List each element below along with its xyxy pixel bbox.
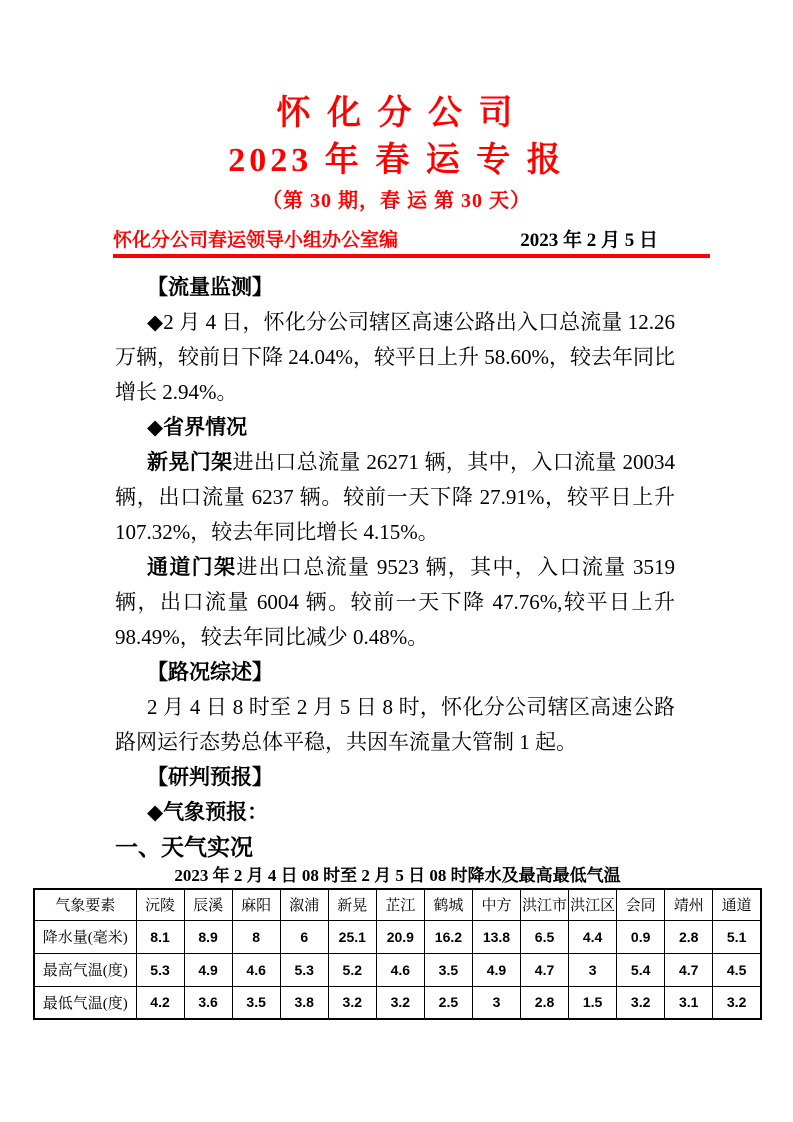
- value-cell: 5.4: [617, 953, 665, 986]
- value-cell: 4.5: [713, 953, 761, 986]
- value-cell: 4.9: [472, 953, 520, 986]
- value-cell: 3.6: [184, 986, 232, 1019]
- value-cell: 3: [472, 986, 520, 1019]
- station-header-cell: 鹤城: [424, 889, 472, 920]
- station-header-cell: 靖州: [665, 889, 713, 920]
- paragraph-total-flow: ◆2 月 4 日，怀化分公司辖区高速公路出入口总流量 12.26 万辆，较前日下降 24.04%，较平日上升 58.60%，较去年同比增长 2.94%。: [115, 310, 675, 404]
- value-cell: 5.2: [328, 953, 376, 986]
- value-cell: 4.7: [521, 953, 569, 986]
- byline-editor: 怀化分公司春运领导小组办公室编: [113, 230, 399, 251]
- doc-title-line1: 怀 化 分 公 司: [276, 95, 517, 132]
- masthead: [0, 0, 793, 258]
- station-header-cell: 新晃: [328, 889, 376, 920]
- value-cell: 5.3: [280, 953, 328, 986]
- value-cell: 3.2: [713, 986, 761, 1019]
- paragraph-xinhuang-gantry: [115, 445, 675, 550]
- station-header-cell: 麻阳: [232, 889, 280, 920]
- heading-provincial-border: ◆省界情况: [147, 415, 248, 439]
- doc-title-line2: 2023 年 春 运 专 报: [228, 142, 565, 179]
- paragraph-road-conditions: 2 月 4 日 8 时至 2 月 5 日 8 时，怀化分公司辖区高速公路路网运行态势总体平稳，共因车流量大管制 1 起。: [115, 695, 675, 754]
- table-row: [34, 986, 761, 1019]
- value-cell: 2.8: [665, 920, 713, 953]
- value-cell: 5.3: [136, 953, 184, 986]
- value-cell: 20.9: [376, 920, 424, 953]
- row-label-cell: 降水量(毫米): [34, 920, 136, 953]
- weather-table-title: 2023 年 2 月 4 日 08 时至 2 月 5 日 08 时降水及最高最低气温: [174, 866, 621, 885]
- value-cell: 4.6: [376, 953, 424, 986]
- subheading-weather-forecast: ◆气象预报：: [147, 800, 269, 824]
- row-label-cell: 最低气温(度): [34, 986, 136, 1019]
- report-body: [115, 270, 675, 864]
- xinhuang-gantry-text: 进出口总流量 26271 辆，其中，入口流量 20034 辆，出口流量 6237 辆。较前一天下降 27.91%，较平日上升 107.32%，较去年同比增长 4.15%。: [115, 450, 675, 544]
- xinhuang-gantry-lead: 新晃门架: [147, 450, 233, 474]
- value-cell: 4.6: [232, 953, 280, 986]
- byline-date: 2023 年 2 月 5 日: [520, 230, 658, 251]
- header-divider-rule: [113, 254, 710, 258]
- heading-forecast: 【研判预报】: [147, 765, 273, 789]
- byline-row: [113, 228, 710, 254]
- value-cell: 6: [280, 920, 328, 953]
- value-cell: 8: [232, 920, 280, 953]
- value-cell: 1.5: [569, 986, 617, 1019]
- section-weather-actuals: 一、天气实况: [115, 835, 253, 860]
- value-cell: 16.2: [424, 920, 472, 953]
- station-header-cell: 中方: [472, 889, 520, 920]
- value-cell: 3.5: [232, 986, 280, 1019]
- value-cell: 3.2: [376, 986, 424, 1019]
- value-cell: 4.7: [665, 953, 713, 986]
- value-cell: 3.2: [328, 986, 376, 1019]
- station-header-cell: 沅陵: [136, 889, 184, 920]
- station-header-cell: 洪江区: [569, 889, 617, 920]
- value-cell: 3.5: [424, 953, 472, 986]
- paragraph-tongdao-gantry: [115, 550, 675, 655]
- issue-number-line: （第 30 期，春 运 第 30 天）: [262, 190, 531, 212]
- value-cell: 13.8: [472, 920, 520, 953]
- value-cell: 3.2: [617, 986, 665, 1019]
- value-cell: 4.4: [569, 920, 617, 953]
- value-cell: 2.8: [521, 986, 569, 1019]
- table-row: [34, 920, 761, 953]
- value-cell: 25.1: [328, 920, 376, 953]
- value-cell: 8.9: [184, 920, 232, 953]
- value-cell: 6.5: [521, 920, 569, 953]
- heading-flow-monitor: 【流量监测】: [147, 275, 273, 299]
- heading-road-conditions: 【路况综述】: [147, 660, 273, 684]
- value-cell: 4.2: [136, 986, 184, 1019]
- weather-table: [33, 888, 762, 1020]
- station-header-cell: 辰溪: [184, 889, 232, 920]
- value-cell: 8.1: [136, 920, 184, 953]
- value-cell: 2.5: [424, 986, 472, 1019]
- station-header-cell: 洪江市: [521, 889, 569, 920]
- value-cell: 3.1: [665, 986, 713, 1019]
- factor-header-cell: 气象要素: [34, 889, 136, 920]
- row-label-cell: 最高气温(度): [34, 953, 136, 986]
- tongdao-gantry-text: 进出口总流量 9523 辆，其中，入口流量 3519 辆，出口流量 6004 辆。较前一天下降 47.76%,较平日上升 98.49%，较去年同比减少 0.48%。: [115, 555, 676, 649]
- table-header-row: [34, 889, 761, 920]
- station-header-cell: 会同: [617, 889, 665, 920]
- station-header-cell: 芷江: [376, 889, 424, 920]
- station-header-cell: 溆浦: [280, 889, 328, 920]
- value-cell: 0.9: [617, 920, 665, 953]
- value-cell: 5.1: [713, 920, 761, 953]
- value-cell: 3.8: [280, 986, 328, 1019]
- value-cell: 4.9: [184, 953, 232, 986]
- tongdao-gantry-lead: 通道门架: [147, 555, 237, 579]
- table-row: [34, 953, 761, 986]
- station-header-cell: 通道: [713, 889, 761, 920]
- weather-table-block: [33, 864, 762, 1020]
- value-cell: 3: [569, 953, 617, 986]
